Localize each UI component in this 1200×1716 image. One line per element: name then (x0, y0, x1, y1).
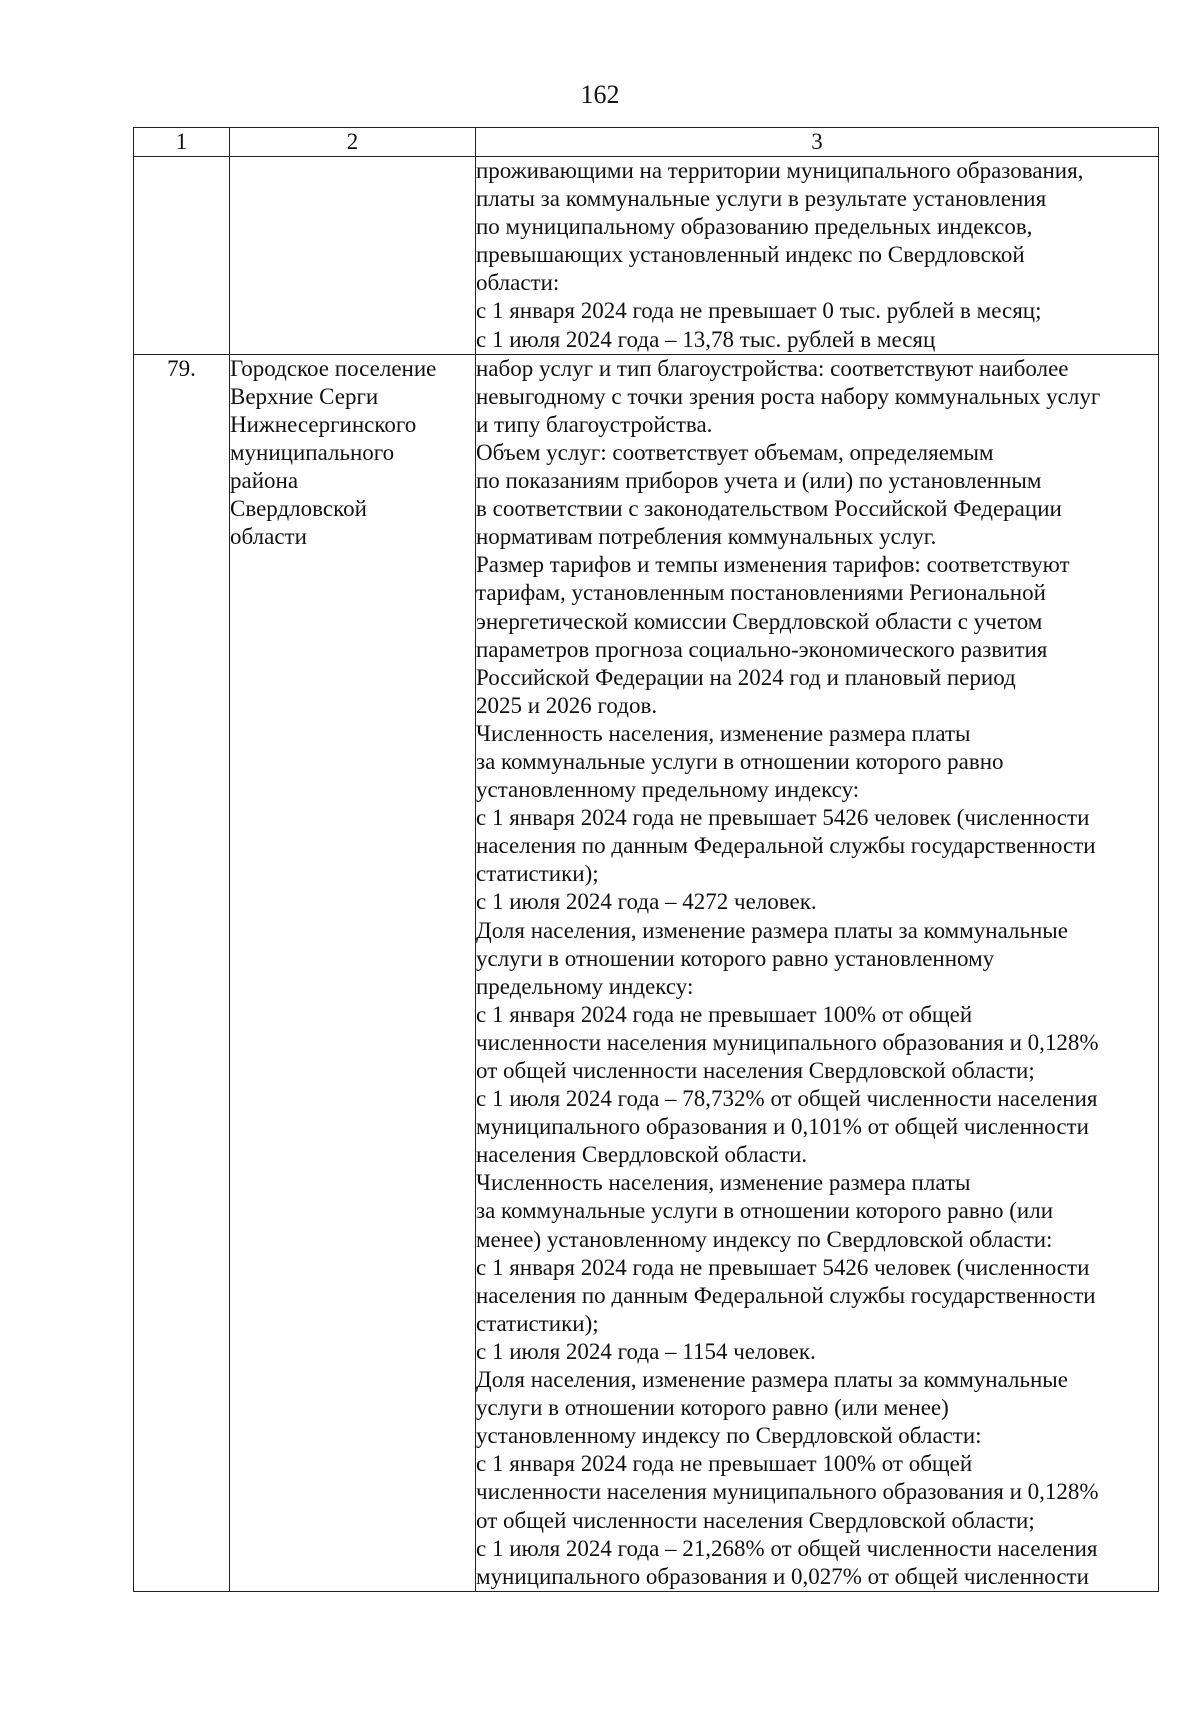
column-header-2: 2 (230, 128, 476, 157)
municipality-name-cell (230, 354, 476, 1591)
description-line: статистики); (476, 1310, 599, 1336)
municipality-name-line: района (230, 468, 299, 494)
row-number-cell: 79. (134, 354, 230, 1591)
description-line: предельному индексу: (476, 973, 694, 999)
description-line: муниципального образования и 0,101% от общей численности (476, 1114, 1089, 1140)
description-line: энергетической комиссии Свердловской области с учетом (476, 608, 1043, 634)
description-line: услуги в отношении которого равно (или менее) (476, 1395, 949, 1421)
municipality-name-line: муниципального (230, 439, 395, 465)
description-line: от общей численности населения Свердловской области; (476, 1058, 1035, 1083)
description-line: с 1 января 2024 года не превышает 100% от общей (476, 1451, 973, 1477)
municipality-name-cell (230, 157, 476, 355)
description-line: с 1 января 2024 года не превышает 5426 человек (численности (476, 1254, 1090, 1280)
description-line: набор услуг и тип благоустройства: соответствуют наиболее (476, 355, 1069, 381)
row-number-cell (134, 157, 230, 355)
description-line: населения по данным Федеральной службы государственности (476, 833, 1096, 859)
description-line: с 1 июля 2024 года – 1154 человек. (476, 1338, 816, 1364)
column-header-3: 3 (476, 128, 1159, 157)
description-line: населения Свердловской области. (476, 1142, 808, 1168)
municipality-name-line: Городское поселение (230, 355, 437, 381)
description-line: за коммунальные услуги в отношении которого равно (476, 748, 1004, 774)
description-line: за коммунальные услуги в отношении которого равно (или (476, 1198, 1054, 1224)
table-header-row (134, 128, 1159, 157)
table-body (134, 157, 1159, 1592)
description-line: с 1 января 2024 года не превышает 100% от общей (476, 1001, 973, 1027)
municipality-name-line: Верхние Серги (230, 383, 379, 409)
description-line: муниципального образования и 0,027% от общей численности (476, 1563, 1089, 1589)
description-line: с 1 января 2024 года не превышает 0 тыс. рублей в месяц; (476, 298, 1042, 324)
description-line: с 1 января 2024 года не превышает 5426 человек (численности (476, 805, 1090, 831)
description-line: Доля населения, изменение размера платы за коммунальные (476, 1367, 1068, 1393)
description-line: с 1 июля 2024 года – 13,78 тыс. рублей в месяц (476, 326, 936, 352)
description-line: проживающими на территории муниципального образования, (476, 158, 1084, 183)
description-line: Численность населения, изменение размера платы (476, 1170, 971, 1196)
description-cell (476, 354, 1159, 1591)
document-table (133, 127, 1159, 1592)
municipality-name-line: области (230, 524, 307, 550)
description-line: численности населения муниципального образования и 0,128% (476, 1479, 1099, 1505)
description-line: 2025 и 2026 годов. (476, 692, 658, 718)
description-line: Доля населения, изменение размера платы за коммунальные (476, 917, 1068, 943)
description-line: с 1 июля 2024 года – 21,268% от общей численности населения (476, 1535, 1098, 1561)
description-line: Численность населения, изменение размера платы (476, 720, 971, 746)
column-header-1: 1 (134, 128, 230, 157)
description-cell (476, 157, 1159, 355)
description-line: Размер тарифов и темпы изменения тарифов: соответствуют (476, 552, 1070, 578)
description-line: с 1 июля 2024 года – 78,732% от общей численности населения (476, 1086, 1098, 1112)
description-line: превышающих установленный индекс по Свердловской (476, 242, 1025, 268)
description-line: в соответствии с законодательством Российской Федерации (476, 496, 1062, 522)
description-line: населения по данным Федеральной службы государственности (476, 1282, 1096, 1308)
description-line: области: (476, 270, 560, 296)
description-line: по муниципальному образованию предельных индексов, (476, 214, 1033, 240)
municipality-name-line: Свердловской (230, 496, 367, 522)
description-line: статистики); (476, 861, 599, 887)
description-line: от общей численности населения Свердловской области; (476, 1507, 1035, 1533)
description-line: Российской Федерации на 2024 год и плановый период (476, 664, 1016, 690)
description-line: услуги в отношении которого равно установленному (476, 945, 995, 971)
page-number: 162 (580, 80, 620, 109)
description-line: невыгодному с точки зрения роста набору коммунальных услуг (476, 383, 1101, 409)
description-line: установленному предельному индексу: (476, 777, 860, 803)
table-row (134, 354, 1159, 1591)
description-line: с 1 июля 2024 года – 4272 человек. (476, 889, 817, 915)
municipality-name-line: Нижнесергинского (230, 411, 417, 437)
description-line: менее) установленному индексу по Свердловской области: (476, 1226, 1053, 1252)
table-row (134, 157, 1159, 355)
description-line: численности населения муниципального образования и 0,128% (476, 1029, 1099, 1055)
description-line: нормативам потребления коммунальных услуг. (476, 524, 937, 550)
description-line: по показаниям приборов учета и (или) по установленным (476, 468, 1042, 494)
description-line: платы за коммунальные услуги в результате установления (476, 186, 1047, 212)
description-line: и типу благоустройства. (476, 411, 713, 437)
description-line: установленному индексу по Свердловской области: (476, 1423, 982, 1449)
description-line: Объем услуг: соответствует объемам, определяемым (476, 439, 994, 465)
description-line: тарифам, установленным постановлениями Региональной (476, 580, 1046, 606)
description-line: параметров прогноза социально-экономического развития (476, 636, 1048, 662)
